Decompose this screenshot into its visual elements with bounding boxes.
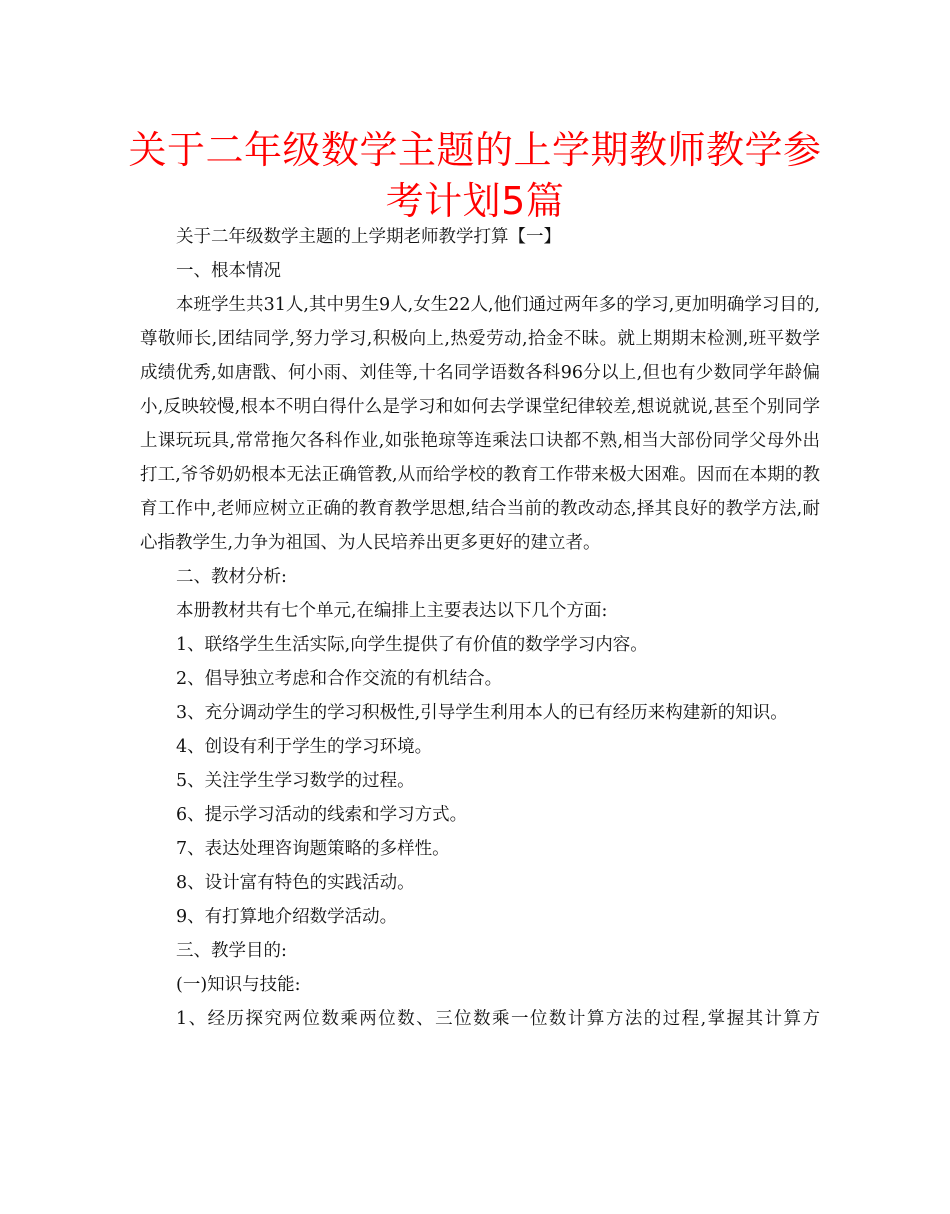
list-item: 8、设计富有特色的实践活动。 bbox=[176, 873, 415, 893]
section-subtitle: 关于二年级数学主题的上学期老师教学打算【一】 bbox=[176, 227, 561, 247]
list-item: 9、有打算地介绍数学活动。 bbox=[176, 907, 398, 927]
document-body bbox=[140, 220, 820, 1036]
list-item: 5、关注学生学习数学的过程。 bbox=[176, 771, 415, 791]
section-heading: 三、教学目的: bbox=[176, 941, 287, 961]
subsection-heading: (一)知识与技能: bbox=[176, 975, 301, 995]
list-item: 6、提示学习活动的线索和学习方式。 bbox=[176, 805, 468, 825]
list-item: 4、创设有利于学生的学习环境。 bbox=[176, 737, 433, 757]
document-title: 关于二年级数学主题的上学期教师教学参考计划5篇 bbox=[128, 128, 822, 223]
list-item: 1、经历探究两位数乘两位数、三位数乘一位数计算方法的过程,掌握其计算方 bbox=[176, 1009, 820, 1029]
list-item: 2、倡导独立考虑和合作交流的有机结合。 bbox=[176, 669, 503, 689]
list-item: 7、表达处理咨询题策略的多样性。 bbox=[176, 839, 450, 859]
list-item: 1、联络学生生活实际,向学生提供了有价值的数学学习内容。 bbox=[176, 635, 648, 655]
list-item: 3、充分调动学生的学习积极性,引导学生利用本人的已有经历来构建新的知识。 bbox=[176, 703, 788, 723]
body-paragraph: 本册教材共有七个单元,在编排上主要表达以下几个方面: bbox=[176, 601, 608, 621]
section-heading: 二、教材分析: bbox=[176, 567, 287, 587]
section-heading: 一、根本情况 bbox=[176, 261, 281, 281]
body-paragraph: 本班学生共31人,其中男生9人,女生22人,他们通过两年多的学习,更加明确学习目的,尊敬师长,团结同学,努力学习,积极向上,热爱劳动,拾金不昧。就上期期末检测,班平数学成绩优秀,如唐戬、何小雨、刘佳等,十名同学语数各科96分以上,但也有少数同学年龄偏小,反映较慢,根本不明白得什么是学习和如何去学课堂纪律较差,想说就说,甚至个别同学上课玩玩具,常常拖欠各科作业,如张艳琼等连乘法口诀都不熟,相当大部份同学父母外出打工,爷爷奶奶根本无法正确管教,从而给学校的教育工作带来极大困难。因而在本期的教育工作中,老师应树立正确的教育教学思想,结合当前的教改动态,择其良好的教学方法,耐心指教学生,力争为祖国、为人民培养出更多更好的建立者。 bbox=[140, 295, 820, 553]
